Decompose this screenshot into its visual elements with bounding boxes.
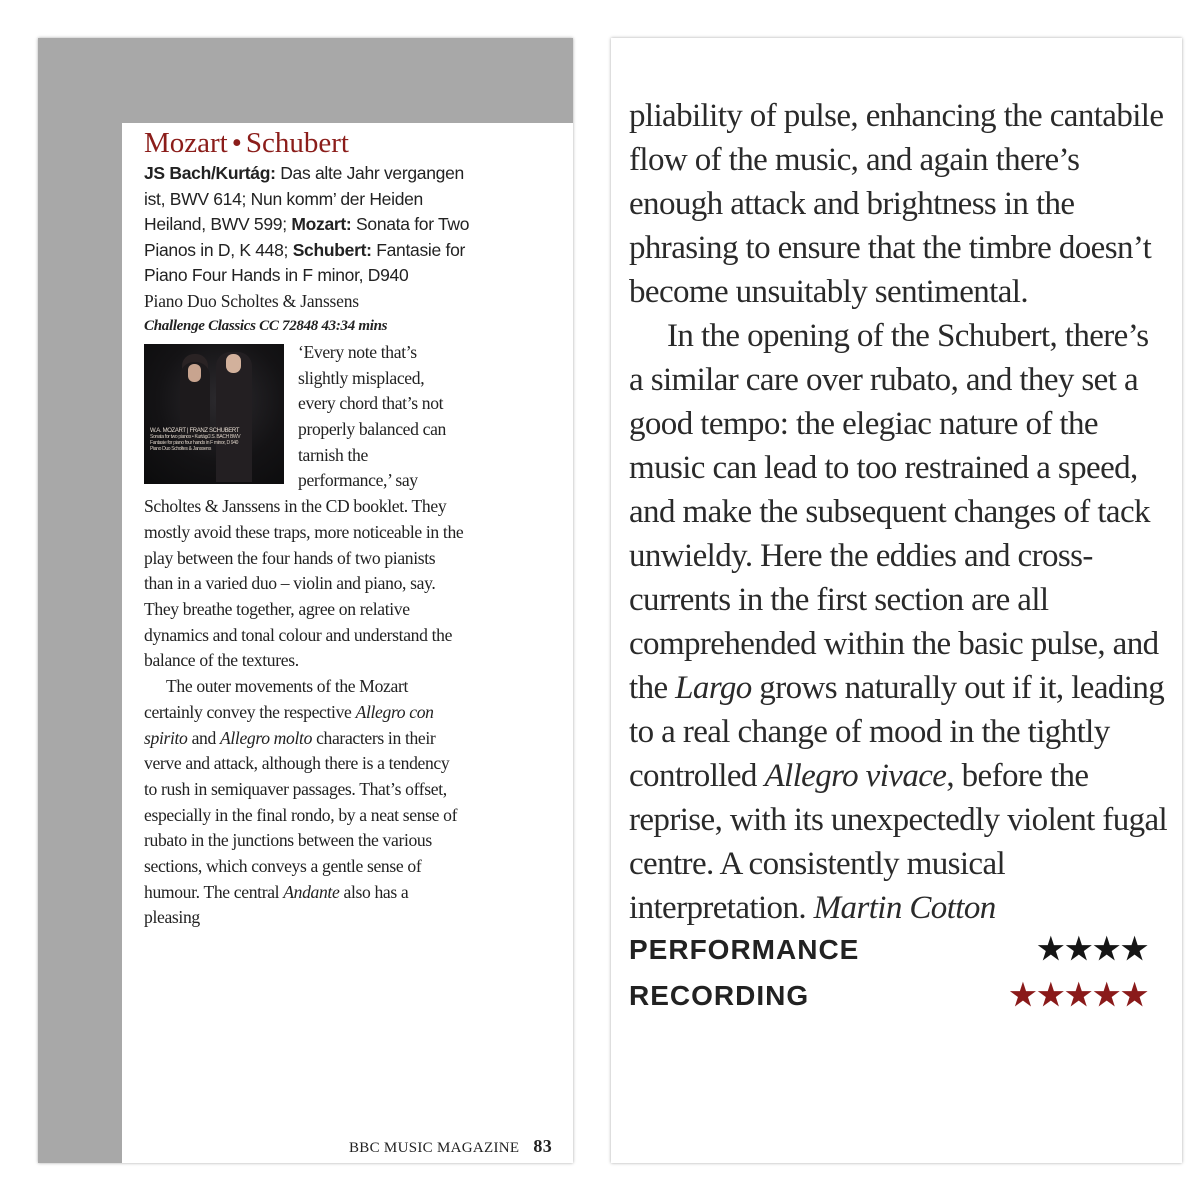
cover-artist: Piano Duo Scholtes & Janssens <box>150 445 212 452</box>
text-run: characters in their verve and attack, although there is a tendency to rush in semiquaver passages. That’s offset, especially in the final rondo, by a neat sense of rubato in the junctions between the various sections, which conveys a gentle sense of humour. The central <box>144 727 458 902</box>
review-paragraph-4 <box>629 314 1169 930</box>
works-list <box>144 161 474 289</box>
work-title: Das alte Jahr vergangen ist, BWV 614; Nun komm’ der Heiden Heiland, BWV 599; <box>144 163 464 235</box>
italic-term: Allegro molto <box>219 727 313 748</box>
cover-title: W.A. MOZART | FRANZ SCHUBERT <box>150 427 240 434</box>
text-run: , before the reprise, with its unexpectedly violent fugal centre. A consistently musical interpretation. <box>629 758 1168 926</box>
cover-face <box>188 364 201 382</box>
italic-term: Andante <box>283 881 340 902</box>
magazine-name: BBC MUSIC MAGAZINE <box>348 1140 520 1156</box>
cover-face <box>226 354 241 373</box>
performer-line: Piano Duo Scholtes & Janssens <box>144 290 359 311</box>
rating-label: PERFORMANCE <box>629 934 860 965</box>
headline-composer-1: Mozart <box>144 127 228 159</box>
review-paragraph-2 <box>144 674 464 931</box>
text-run: grows naturally out if it, leading to a real change of mood in the tightly controlled <box>629 670 1165 794</box>
work-title: Sonata for Two Pianos in D, K 448; <box>144 214 470 260</box>
headline-separator: • <box>231 127 242 159</box>
right-page-frame <box>611 38 1182 1163</box>
work-title: Fantasie for Piano Four Hands in F minor, D940 <box>144 239 466 286</box>
rating-recording <box>629 976 1159 1022</box>
work-composer: Mozart: <box>291 214 352 235</box>
cover-subtitle: Sonata for two pianos • Kurtág/J.S. BACH BWV <box>150 433 241 440</box>
page-number: 83 <box>533 1136 552 1156</box>
italic-term: Allegro con spirito <box>144 701 434 748</box>
cover-text <box>150 428 278 452</box>
headline-composer-2: Schubert <box>245 127 349 159</box>
star-rating-icon: ★★★★ <box>1037 933 1149 966</box>
record-label-line: Challenge Classics CC 72848 43:34 mins <box>144 317 388 334</box>
album-cover-image <box>144 344 284 484</box>
italic-term: Largo <box>675 670 752 706</box>
cover-subtitle: Fantasie for piano four hands in F minor, D 940 <box>150 439 239 446</box>
rating-label: RECORDING <box>629 980 810 1011</box>
star-rating-icon: ★★★★★ <box>1009 979 1149 1012</box>
reviewer-name: Martin Cotton <box>813 890 996 926</box>
text-run: The outer movements of the Mozart certainly convey the respective <box>144 676 409 722</box>
italic-term: Allegro vivace <box>764 758 947 794</box>
review-headline <box>144 127 464 159</box>
rating-performance <box>629 930 1159 976</box>
text-run: In the opening of the Schubert, there’s a similar care over rubato, and they set a good tempo: the elegiac nature of the music can lead to too restrained a speed, and make the subsequent changes of tack unwieldy. Here the eddies and cross-currents in the first section are all comprehended within the basic pulse, and the <box>629 318 1159 706</box>
left-page-frame <box>38 38 573 1163</box>
work-composer: Schubert: <box>292 239 372 260</box>
text-run: and <box>187 727 220 748</box>
work-composer: JS Bach/Kurtág: <box>144 163 276 183</box>
magazine-column <box>122 123 573 1163</box>
review-body-left <box>144 340 464 931</box>
review-paragraph-3: pliability of pulse, enhancing the cantabile flow of the music, and again there’s enough attack and brightness in the phrasing to ensure that the timbre doesn’t become unsuitably sentimental. <box>629 98 1164 310</box>
page-footer <box>222 1136 552 1157</box>
review-paragraph-1: ‘Every note that’s slightly misplaced, every chord that’s not properly balanced can tarnish the performance,’ say Scholtes & Janssens in the CD booklet. They mostly avoid these traps, more noticeable in the play between the four hands of two pianists than in a varied duo – violin and piano, say. They breathe together, agree on relative dynamics and tonal colour and understand the balance of the textures. <box>144 341 464 671</box>
text-run: also has a pleasing <box>144 881 409 928</box>
review-body-right <box>629 94 1169 930</box>
